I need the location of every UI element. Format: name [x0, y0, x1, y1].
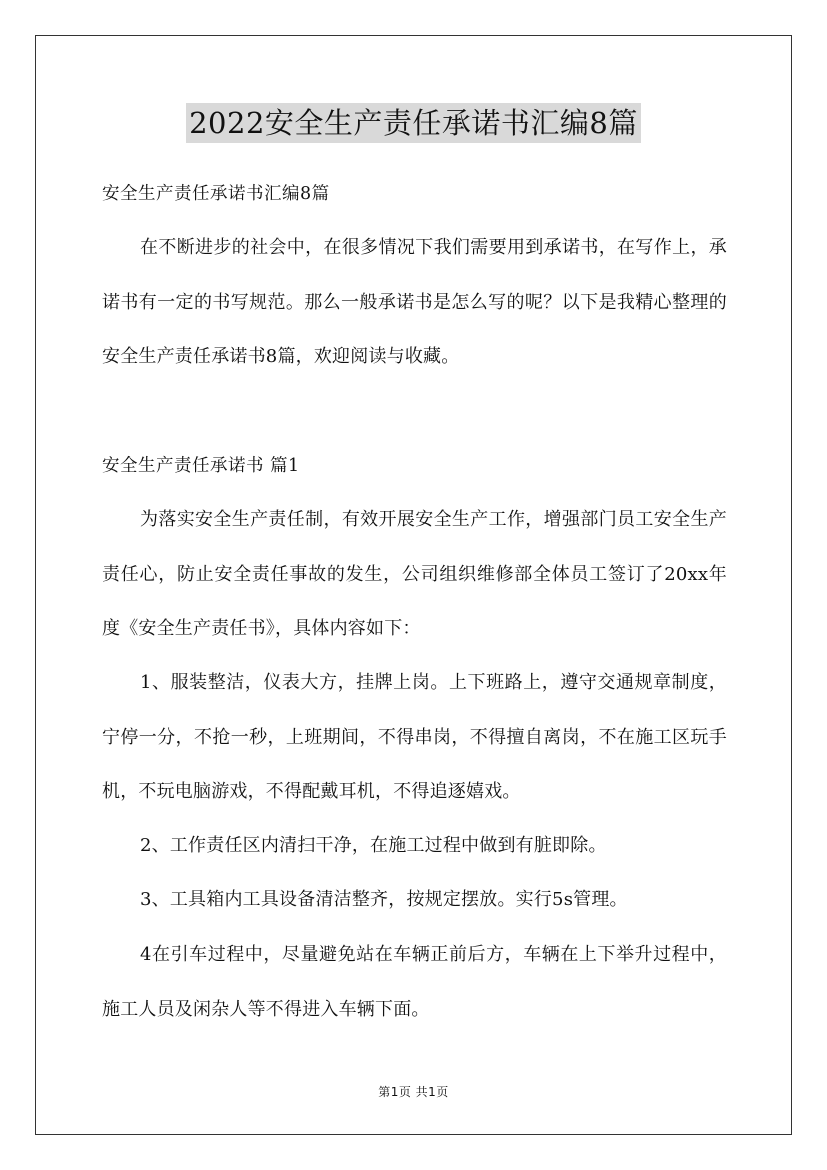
- body-paragraph-1: 为落实安全生产责任制，有效开展安全生产工作，增强部门员工安全生产责任心，防止安全责任事故的发生，公司组织维修部全体员工签订了20xx年度《安全生产责任书》，具体内容如下：: [102, 509, 727, 639]
- intro-paragraph: 在不断进步的社会中，在很多情况下我们需要用到承诺书，在写作上，承诺书有一定的书写规范。那么一般承诺书是怎么写的呢？以下是我精心整理的安全生产责任承诺书8篇，欢迎阅读与收藏。: [102, 237, 727, 367]
- title-container: [0, 103, 827, 143]
- section-heading: 安全生产责任承诺书 篇1: [102, 456, 300, 476]
- body-paragraph-2: 1、服装整洁，仪表大方，挂牌上岗。上下班路上，遵守交通规章制度，宁停一分，不抢一秒，上班期间，不得串岗，不得擅自离岗，不在施工区玩手机，不玩电脑游戏，不得配戴耳机，不得追逐嬉戏。: [102, 672, 727, 802]
- document-subtitle: 安全生产责任承诺书汇编8篇: [102, 184, 330, 204]
- body-paragraph-4: 3、工具箱内工具设备清洁整齐，按规定摆放。实行5s管理。: [140, 889, 628, 910]
- document-title: 2022安全生产责任承诺书汇编8篇: [186, 103, 641, 143]
- body-paragraph-3: 2、工作责任区内清扫干净，在施工过程中做到有脏即除。: [140, 835, 607, 856]
- page-footer: 第1页 共1页: [378, 1085, 449, 1099]
- body-paragraph-5: 4在引车过程中，尽量避免站在车辆正前后方，车辆在上下举升过程中，施工人员及闲杂人等不得进入车辆下面。: [102, 944, 727, 1020]
